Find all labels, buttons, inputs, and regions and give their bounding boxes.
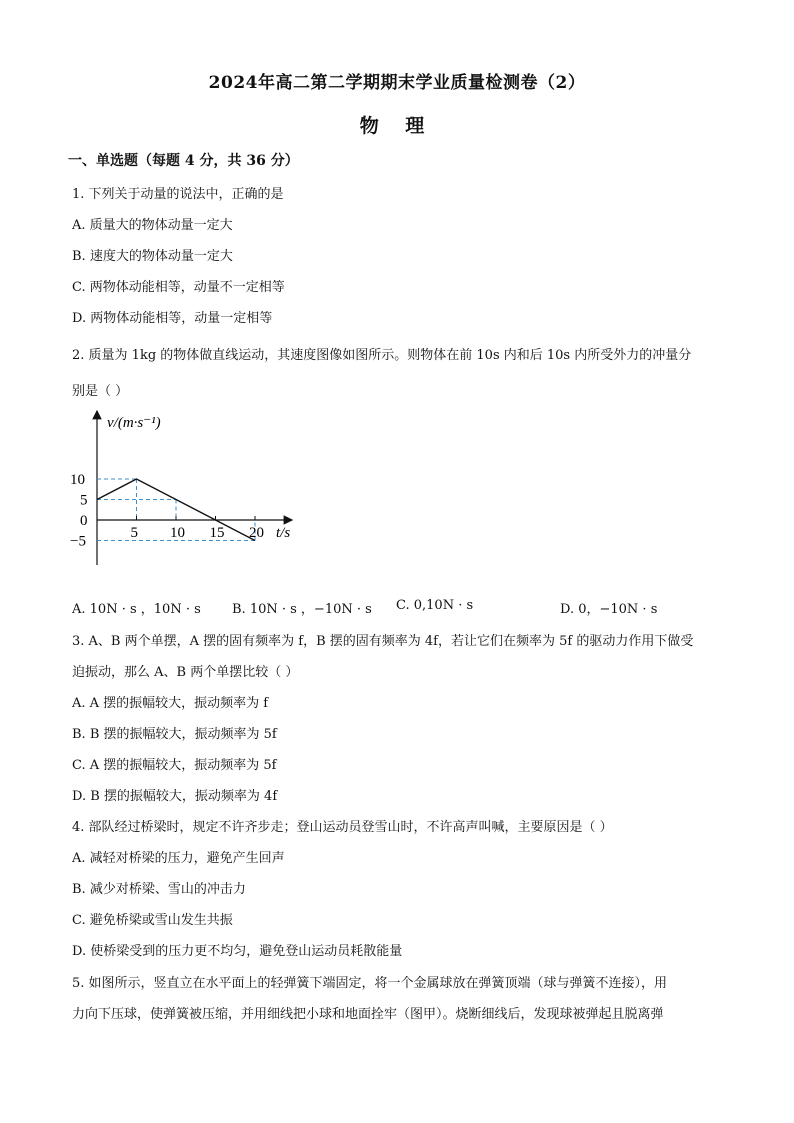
- section-heading: 一、单选题（每题 4 分，共 36 分）: [68, 153, 299, 169]
- question-1-option-c: C. 两物体动能相等，动量不一定相等: [72, 280, 285, 295]
- question-5-stem-line1: 5. 如图所示，竖直立在水平面上的轻弹簧下端固定，将一个金属球放在弹簧顶端（球与弹簧不连接），用: [72, 976, 668, 991]
- question-4-option-a: A. 减轻对桥梁的压力，避免产生回声: [72, 851, 285, 866]
- x-tick-label-10: 10: [170, 525, 185, 541]
- x-tick-label-15: 15: [209, 525, 225, 541]
- question-2-option-d: D. 0，−10N · s: [560, 602, 658, 617]
- question-1-option-a: A. 质量大的物体动量一定大: [72, 218, 233, 233]
- x-tick-label-5: 5: [130, 525, 138, 541]
- question-3-option-d: D. B 摆的振幅较大，振动频率为 4f: [72, 789, 278, 804]
- question-4-option-c: C. 避免桥梁或雪山发生共振: [72, 913, 233, 928]
- y-axis-label: v/(m·s⁻¹): [107, 415, 161, 431]
- x-axis-label: t/s: [276, 525, 291, 541]
- question-2-stem-line1: 2. 质量为 1kg 的物体做直线运动，其速度图像如图所示。则物体在前 10s 内和后 10s 内所受外力的冲量分: [72, 348, 692, 363]
- question-5-stem-line2: 力向下压球，使弹簧被压缩，并用细线把小球和地面拴牢（图甲）。烧断细线后，发现球被弹起且脱离弹: [72, 1007, 664, 1022]
- question-4-option-d: D. 使桥梁受到的压力更不均匀，避免登山运动员耗散能量: [72, 944, 403, 959]
- y-tick-label-10: 10: [70, 472, 85, 488]
- question-4-stem: 4. 部队经过桥梁时，规定不许齐步走；登山运动员登雪山时，不许高声叫喊，主要原因是（ ）: [72, 820, 613, 835]
- question-2-option-a: A. 10N · s ，10N · s: [72, 602, 201, 617]
- question-2-stem-line2: 别是（ ）: [72, 384, 129, 399]
- y-tick-label-5: 5: [80, 492, 88, 509]
- y-tick-label-−5: −5: [70, 533, 86, 550]
- question-3-option-c: C. A 摆的振幅较大，振动频率为 5f: [72, 758, 277, 773]
- question-3-option-a: A. A 摆的振幅较大，振动频率为 f: [72, 696, 269, 711]
- question-1-option-d: D. 两物体动能相等，动量一定相等: [72, 311, 273, 326]
- question-3-option-b: B. B 摆的振幅较大，振动频率为 5f: [72, 727, 277, 742]
- question-4-option-b: B. 减少对桥梁、雪山的冲击力: [72, 882, 246, 897]
- velocity-time-graph: [60, 405, 310, 590]
- question-3-stem-line1: 3. A、B 两个单摆，A 摆的固有频率为 f，B 摆的固有频率为 4f，若让它们在频率为 5f 的驱动力作用下做受: [72, 634, 694, 649]
- x-tick-label-20: 20: [249, 525, 264, 541]
- question-1-option-b: B. 速度大的物体动量一定大: [72, 249, 233, 264]
- question-2-option-c: C. 0,10N · s: [396, 598, 474, 613]
- question-3-stem-line2: 迫振动，那么 A、B 两个单摆比较（ ）: [72, 665, 299, 680]
- y-tick-label-0: 0: [80, 513, 88, 529]
- question-1-stem: 1. 下列关于动量的说法中，正确的是: [72, 187, 284, 202]
- question-2-option-b: B. 10N · s ，−10N · s: [232, 602, 372, 617]
- subject-title: 物 理: [359, 115, 435, 137]
- page-title: 2024年高二第二学期期末学业质量检测卷（2）: [208, 73, 586, 93]
